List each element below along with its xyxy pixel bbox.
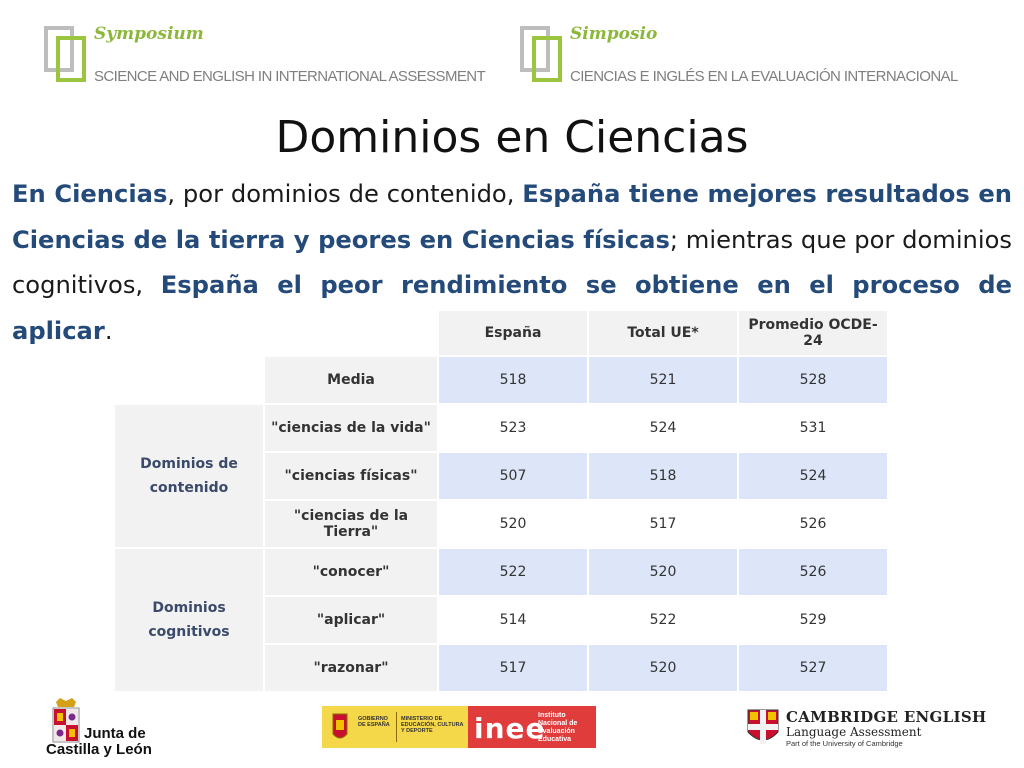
gobierno-inee-logo bbox=[322, 706, 596, 748]
value-cell: 507 bbox=[438, 452, 588, 500]
emph-1: En Ciencias bbox=[12, 180, 168, 208]
value-cell: 522 bbox=[438, 548, 588, 596]
cambridge-title: CAMBRIDGE ENGLISH bbox=[786, 708, 987, 726]
table-row bbox=[114, 404, 888, 452]
divider bbox=[396, 712, 397, 742]
jcyl-line-2: Castilla y León bbox=[46, 741, 152, 758]
inee-subtitle: Instituto Nacional de Evaluación Educativa bbox=[538, 712, 578, 743]
value-cell: 518 bbox=[588, 452, 738, 500]
blank-cell bbox=[264, 310, 438, 356]
blank-cell bbox=[114, 356, 264, 404]
emph-3: España tiene mejores resultados en Ciencias de la tierra y peores en Ciencias físicas bbox=[12, 180, 1012, 254]
col-header-espana: España bbox=[438, 310, 588, 356]
header-row bbox=[114, 310, 888, 356]
gobierno-label: GOBIERNO DE ESPAÑA bbox=[358, 716, 390, 728]
table-row-media bbox=[114, 356, 888, 404]
inee-word: inee bbox=[474, 712, 546, 745]
symposium-banner-en bbox=[44, 22, 494, 92]
row-label: Media bbox=[264, 356, 438, 404]
value-cell: 526 bbox=[738, 548, 888, 596]
blank-cell bbox=[114, 310, 264, 356]
row-label: "aplicar" bbox=[264, 596, 438, 644]
value-cell: 522 bbox=[588, 596, 738, 644]
simposio-word: Simposio bbox=[570, 24, 658, 44]
col-header-ocde: Promedio OCDE-24 bbox=[738, 310, 888, 356]
symposium-word: Symposium bbox=[94, 24, 204, 44]
emph-5: España el peor rendimiento se obtiene en el proceso de aplicar bbox=[12, 271, 1012, 345]
jcyl-logo bbox=[44, 694, 204, 764]
row-label: "conocer" bbox=[264, 548, 438, 596]
col-header-total-ue: Total UE* bbox=[588, 310, 738, 356]
cambridge-logo bbox=[744, 708, 994, 748]
value-cell: 521 bbox=[588, 356, 738, 404]
value-cell: 524 bbox=[588, 404, 738, 452]
value-cell: 528 bbox=[738, 356, 888, 404]
text-4: ; mientras que por dominios cognitivos, bbox=[12, 225, 1012, 299]
group-label-cognitivos: Dominios cognitivos bbox=[114, 548, 264, 692]
jcyl-text bbox=[46, 725, 152, 758]
value-cell: 520 bbox=[438, 500, 588, 548]
value-cell: 531 bbox=[738, 404, 888, 452]
value-cell: 523 bbox=[438, 404, 588, 452]
table-row bbox=[114, 548, 888, 596]
inee-logo bbox=[468, 706, 596, 748]
cambridge-tagline: Part of the University of Cambridge bbox=[786, 739, 903, 748]
value-cell: 527 bbox=[738, 644, 888, 692]
cambridge-subtitle: Language Assessment bbox=[786, 725, 922, 739]
row-label: "ciencias de la Tierra" bbox=[264, 500, 438, 548]
value-cell: 520 bbox=[588, 548, 738, 596]
text-6: . bbox=[104, 316, 113, 345]
value-cell: 517 bbox=[588, 500, 738, 548]
jcyl-line-1: Junta de bbox=[84, 725, 146, 742]
value-cell: 526 bbox=[738, 500, 888, 548]
value-cell: 524 bbox=[738, 452, 888, 500]
value-cell: 520 bbox=[588, 644, 738, 692]
spain-shield-icon bbox=[328, 710, 352, 744]
row-label: "ciencias físicas" bbox=[264, 452, 438, 500]
value-cell: 517 bbox=[438, 644, 588, 692]
simposio-logo-icon bbox=[520, 26, 564, 82]
results-table bbox=[113, 309, 889, 693]
slide-title: Dominios en Ciencias bbox=[275, 112, 749, 163]
symposium-subtitle: SCIENCE AND ENGLISH IN INTERNATIONAL ASSESSMENT bbox=[94, 68, 486, 85]
row-label: "razonar" bbox=[264, 644, 438, 692]
simposio-subtitle: CIENCIAS E INGLÉS EN LA EVALUACIÓN INTERNACIONAL bbox=[570, 68, 958, 85]
value-cell: 514 bbox=[438, 596, 588, 644]
group-label-contenido: Dominios de contenido bbox=[114, 404, 264, 548]
ministerio-label: MINISTERIO DE EDUCACIÓN, CULTURA Y DEPORTE bbox=[401, 716, 464, 734]
cambridge-shield-icon bbox=[746, 708, 780, 748]
value-cell: 529 bbox=[738, 596, 888, 644]
simposio-banner-es bbox=[520, 22, 980, 92]
text-2: , por dominios de contenido, bbox=[167, 180, 523, 208]
symposium-logo-icon bbox=[44, 26, 88, 82]
row-label: "ciencias de la vida" bbox=[264, 404, 438, 452]
value-cell: 518 bbox=[438, 356, 588, 404]
